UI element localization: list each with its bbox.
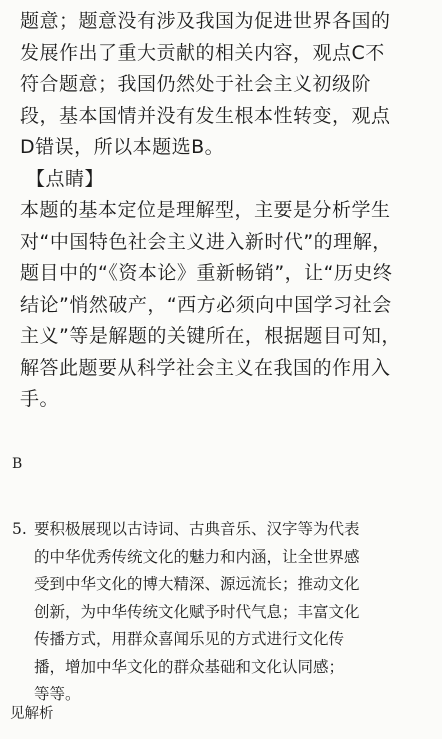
see-answer-label: 见解析 (10, 706, 54, 722)
tip-line: 主义”等是解题的关键所在，根据题目可知， (20, 325, 401, 347)
explanation-line: 符合题意；我国仍然处于社会主义初级阶 (20, 73, 372, 95)
question-5-answer (12, 516, 432, 709)
answer-line: 播，增加中华文化的群众基础和文化认同感； (34, 657, 345, 676)
explanation-line: 题意；题意没有涉及我国为促进世界各国的 (20, 10, 391, 32)
tip-line: 手。 (20, 388, 60, 410)
answer-line: 受到中华文化的博大精深、源远流长；推动文化 (34, 575, 360, 593)
answer-line: 传播方式，用群众喜闻乐见的方式进行文化传 (34, 630, 345, 648)
answer-line: 的中华优秀传统文化的魅力和内涵，让全世界感 (34, 547, 360, 566)
tip-line: 解答此题要从科学社会主义在我国的作用入 (20, 356, 391, 379)
tip-line: 本题的基本定位是理解型，主要是分析学生 (20, 199, 391, 221)
explanation-block (20, 6, 430, 416)
answer-text: 要积极展现以古诗词、古典音乐、汉字等为代表 (34, 520, 360, 538)
tip-line: 题目中的“《资本论》重新畅销”，让“历史终 (20, 262, 393, 284)
question-number: 5. (12, 520, 27, 538)
tip-line: 对“中国特色社会主义进入新时代”的理解， (20, 230, 392, 253)
explanation-line: D错误，所以本题选B。 (20, 136, 225, 158)
explanation-line: 段，基本国情并没有发生根本性转变，观点 (20, 104, 391, 127)
tip-line: 结论”悄然破产，“西方必须向中国学习社会 (20, 293, 392, 316)
explanation-line: 发展作出了重大贡献的相关内容，观点C不 (20, 41, 385, 64)
answer-line (12, 516, 432, 544)
answer-line: 创新，为中华传统文化赋予时代气息；丰富文化 (34, 602, 360, 621)
answer-letter: B (12, 456, 23, 472)
answer-line: 等等。 (34, 685, 81, 703)
tip-heading: 【点睛】 (26, 167, 105, 190)
